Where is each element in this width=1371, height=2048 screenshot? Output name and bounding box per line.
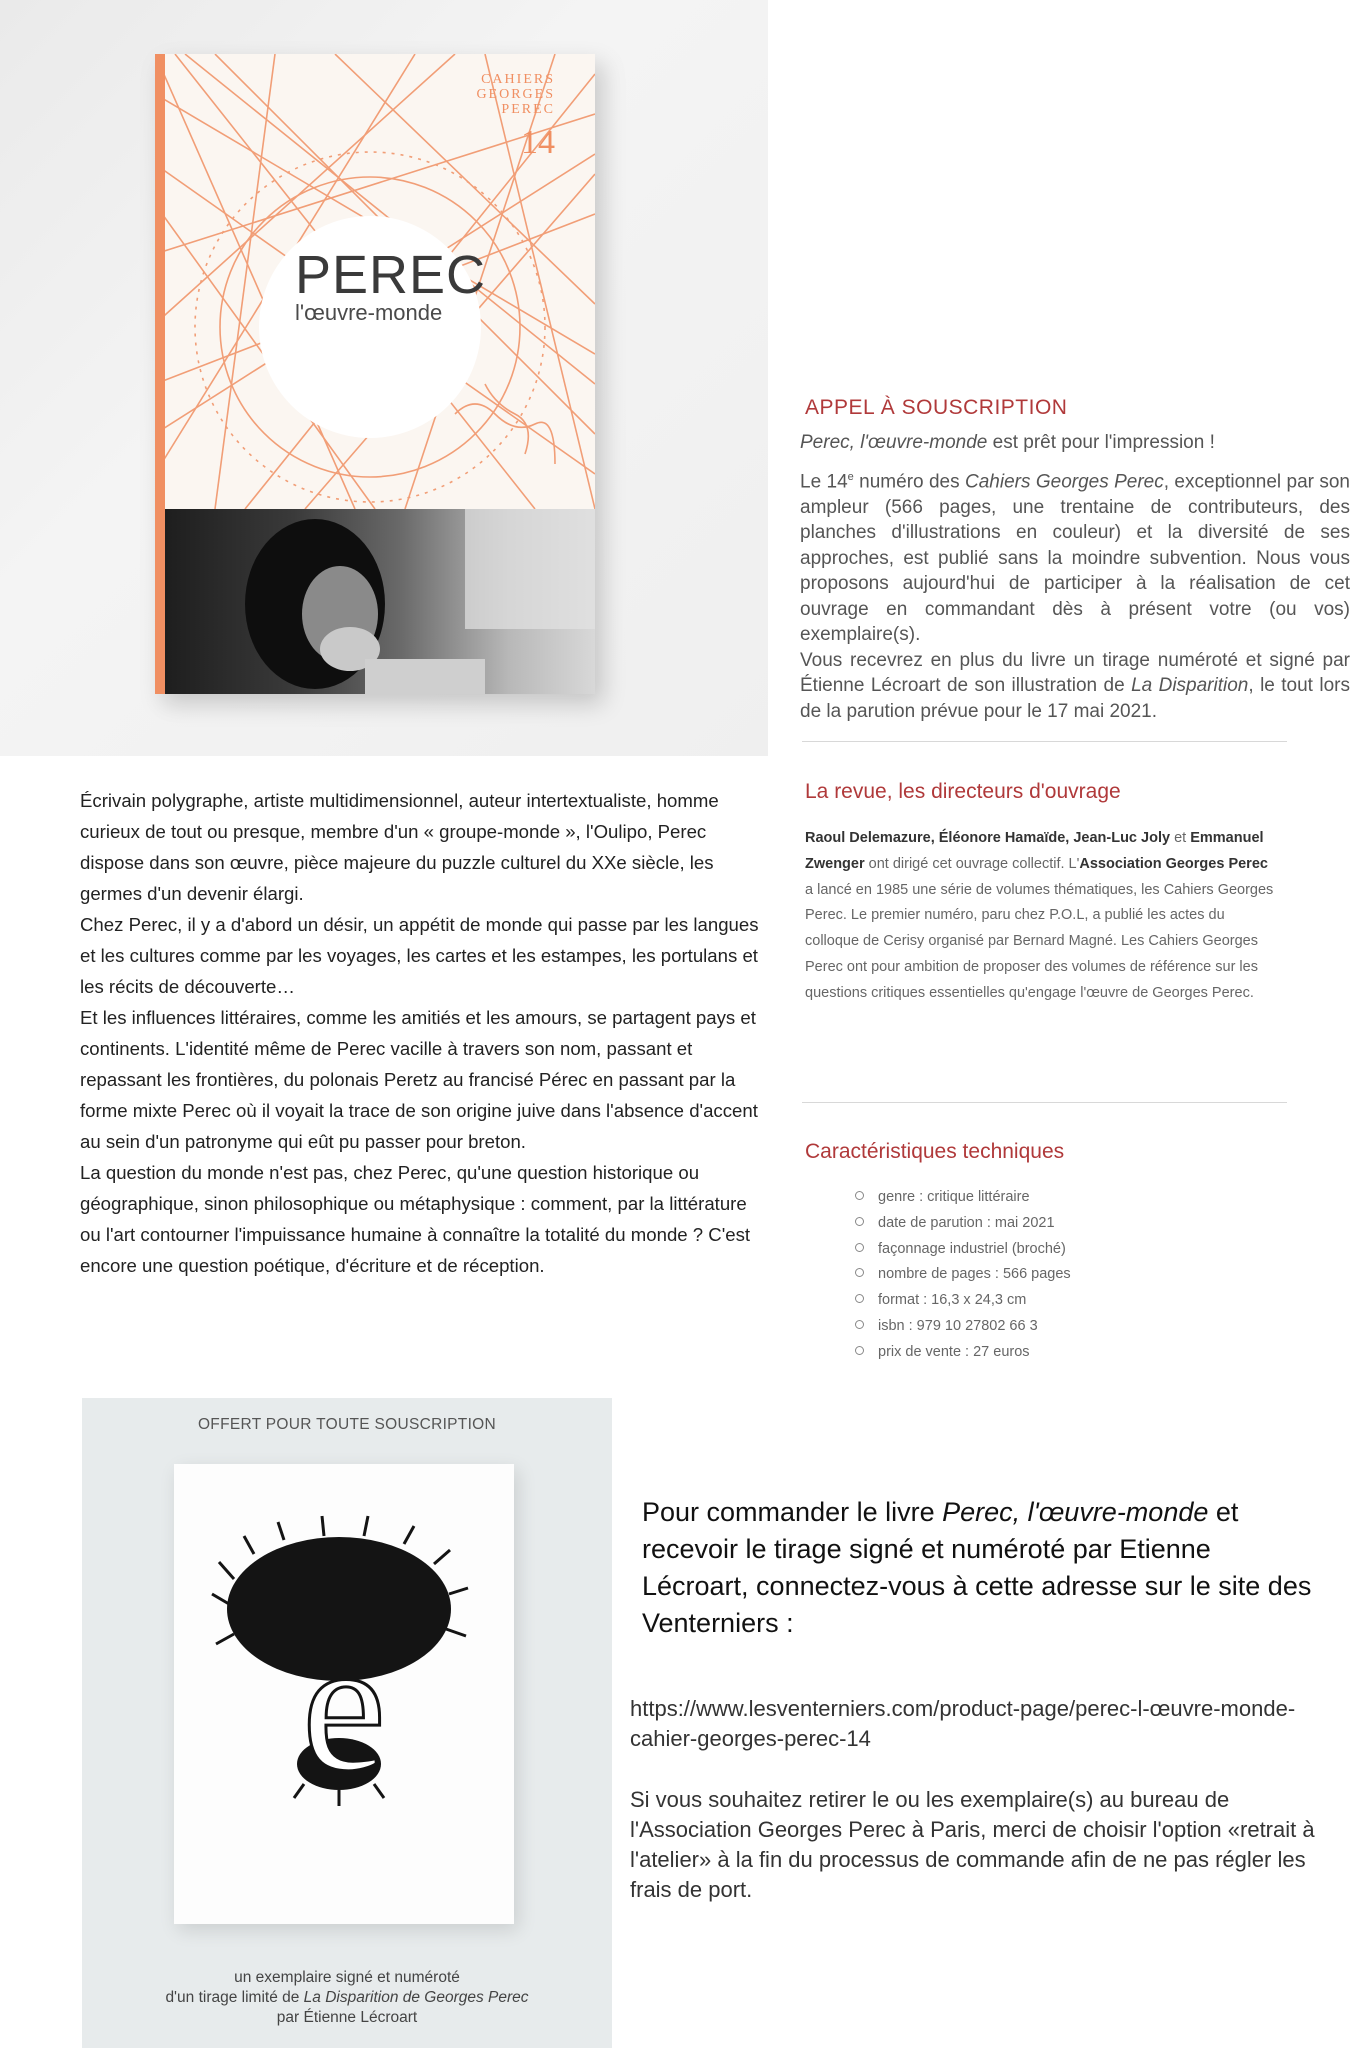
revue-text: et (1170, 830, 1191, 846)
appel-sup: e (847, 471, 854, 483)
gift-caption (82, 1968, 612, 2028)
gift-header: OFFERT POUR TOUTE SOUSCRIPTION (197, 1416, 497, 1433)
order-text: et recevoir le tirage signé et numéroté par Etienne Lécroart, connectez-vous à cette adresse sur le site des Venterniers : (642, 1497, 1312, 1638)
book-title-italic: Perec, l'œuvre-monde (800, 432, 988, 453)
appel-heading: APPEL À SOUSCRIPTION (805, 396, 1068, 419)
appel-ready-line (800, 432, 1350, 454)
book-spine (155, 54, 165, 694)
appel-text: , exceptionnel par son ampleur (566 pages, une trentaine de contributeurs, des planches d'illustrations en couleur) et la diversité de ses approches, est publié sans la moindre subvention. Nous vous proposons aujourd'hui de participer à la réalisation de cet ouvrage en commandant dès à présent votre (ou vos) exemplaire(s). (800, 471, 1350, 646)
revue-heading: La revue, les directeurs d'ouvrage (805, 780, 1121, 803)
letter-e-illustration (174, 1464, 514, 1924)
carac-item: format : 16,3 x 24,3 cm (855, 1288, 1071, 1314)
caption-text: d'un tirage limité de (165, 1989, 304, 2006)
appel-italic: Cahiers Georges Perec (965, 471, 1164, 493)
revue-body (805, 826, 1280, 1007)
carac-item: genre : critique littéraire (855, 1185, 1071, 1211)
carac-list (855, 1185, 1071, 1366)
intro-paragraph: Et les influences littéraires, comme les amitiés et les amours, se partagent pays et continents. L'identité même de Perec vacille à travers son nom, passant et repassant les frontières, du polonais Peretz au francisé Pérec en passant par la forme mixte Perec où il voyait la trace de son origine juive dans l'absence d'accent au sein d'un patronyme qui eût pu passer pour breton. (80, 1007, 758, 1152)
book-cover (155, 54, 595, 694)
series-name: CAHIERS GEORGES PEREC (476, 72, 555, 117)
appel-body (800, 465, 1350, 724)
author-photo (165, 509, 595, 694)
appel-text: , le tout lors de la parution prévue pour le 17 mai 2021. (800, 675, 1350, 722)
carac-item: isbn : 979 10 27802 66 3 (855, 1314, 1071, 1340)
carac-item: date de parution : mai 2021 (855, 1211, 1071, 1237)
caption-line (82, 1988, 612, 2008)
revue-text: ont dirigé cet ouvrage collectif. L' (864, 855, 1080, 872)
book-title: PEREC (295, 245, 487, 305)
divider (802, 741, 1287, 742)
carac-item: façonnage industriel (broché) (855, 1237, 1071, 1263)
carac-heading: Caractéristiques techniques (805, 1140, 1065, 1163)
carac-item: nombre de pages : 566 pages (855, 1262, 1071, 1288)
intro-text (80, 785, 760, 1281)
order-heading (642, 1494, 1322, 1642)
intro-paragraph: Écrivain polygraphe, artiste multidimensionnel, auteur intertextualiste, homme curieux de tout ou presque, membre d'un « groupe-monde », l'Oulipo, Perec dispose dans son œuvre, pièce majeure du puzzle culturel du XXe siècle, les germes d'un devenir élargi. (80, 790, 719, 904)
appel-italic: La Disparition (1131, 675, 1249, 697)
revue-text: a lancé en 1985 une série de volumes thématiques, les Cahiers Georges Perec. Le premier numéro, paru chez P.O.L, a publié les actes du colloque de Cerisy organisé par Bernard Magné. Les Cahiers Georges Perec ont pour ambition de proposer des volumes de référence sur les questions critiques essentielles qu'engage l'œuvre de Georges Perec. (805, 881, 1274, 1001)
intro-paragraph: La question du monde n'est pas, chez Perec, qu'une question historique ou géographique, sinon philosophique ou métaphysique : comment, par la littérature ou l'art contourner l'impuissance humaine à connaître la totalité du monde ? C'est encore une question poétique, d'écriture et de réception. (80, 1162, 751, 1276)
appel-text: numéro des (853, 471, 965, 493)
issue-number: 14 (521, 124, 555, 161)
caption-italic: La Disparition de Georges Perec (303, 1989, 529, 2006)
directors-names: Raoul Delemazure, Éléonore Hamaïde, Jean-Luc Joly (805, 830, 1171, 846)
letter-e: e (301, 1601, 387, 1811)
gift-panel (82, 1398, 612, 2048)
book-subtitle: l'œuvre-monde (295, 300, 443, 325)
appel-text: Vous recevrez en plus du livre un tirage numéroté et signé par Étienne Lécroart de son illustration de (800, 649, 1350, 697)
caption-line: par Étienne Lécroart (276, 2009, 418, 2026)
caption-line: un exemplaire signé et numéroté (234, 1969, 460, 1986)
association-name: Association Georges Perec (1079, 855, 1268, 872)
carac-item: prix de vente : 27 euros (855, 1340, 1071, 1366)
director-name: Emmanuel Zwenger (805, 830, 1264, 872)
intro-paragraph: Chez Perec, il y a d'abord un désir, un appétit de monde qui passe par les langues et les cultures comme par les voyages, les cartes et les estampes, les portulans et les récits de découverte… (80, 914, 759, 997)
appel-text: Le 14 (800, 471, 848, 493)
order-note: Si vous souhaitez retirer le ou les exemplaire(s) au bureau de l'Association Georges Perec à Paris, merci de choisir l'option «retrait à l'atelier» à la fin du processus de commande afin de ne pas régler les frais de port. (630, 1787, 1315, 1902)
signed-print-card (174, 1464, 514, 1924)
author-reading-image (165, 509, 595, 694)
order-text: Pour commander le livre (642, 1497, 943, 1527)
divider (802, 1102, 1287, 1103)
order-book-title: Perec, l'œuvre-monde (942, 1497, 1209, 1527)
order-url-link[interactable]: https://www.lesventerniers.com/product-page/perec-l-œuvre-monde-cahier-georges-perec-14 (630, 1696, 1296, 1751)
appel-ready-text: est prêt pour l'impression ! (987, 432, 1215, 453)
